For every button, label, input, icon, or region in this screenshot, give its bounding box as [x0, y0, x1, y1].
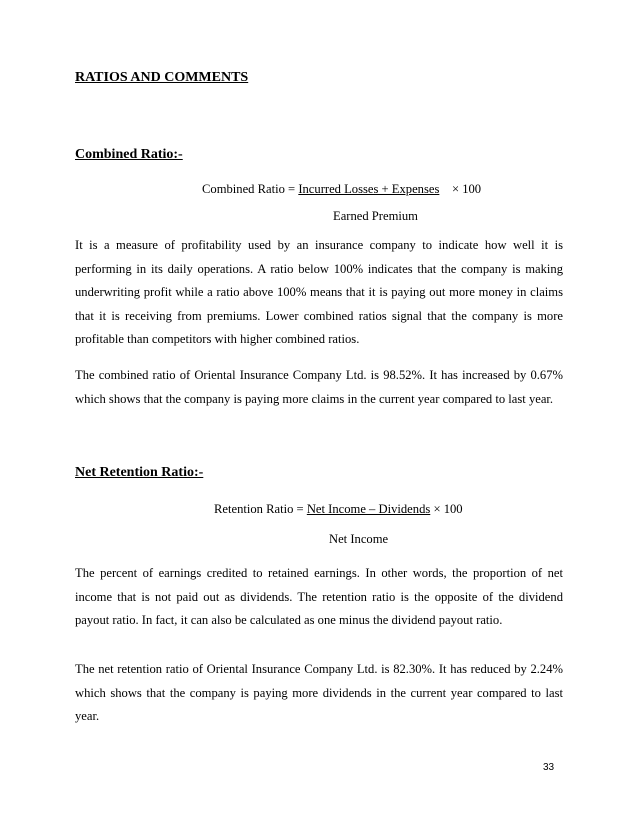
page-title: RATIOS AND COMMENTS	[75, 70, 249, 85]
formula-numerator: Net Income – Dividends	[306, 502, 431, 516]
retention-ratio-denominator: Net Income	[329, 532, 389, 546]
combined-ratio-comment: The combined ratio of Oriental Insurance Company Ltd. is 98.52%. It has increased by 0.67% which shows that the company is paying more claims in the current year compared to last year.	[75, 368, 563, 406]
formula-multiplier: × 100	[451, 182, 482, 196]
net-retention-heading: Net Retention Ratio:-	[75, 465, 204, 480]
combined-ratio-heading: Combined Ratio:-	[75, 147, 183, 162]
formula-numerator: Incurred Losses + Expenses	[298, 182, 440, 196]
formula-prefix: Retention Ratio =	[214, 502, 307, 516]
page-number: 33	[543, 762, 555, 773]
combined-ratio-definition: It is a measure of profitability used by an insurance company to indicate how well it is performing in its daily operations. A ratio below 100% indicates that the company is making underwriting profit while a ratio above 100% means that it is paying out more money in claims that it is receiving from premiums. Lower combined ratios signal that the company is more profitable than competitors with higher combined ratios.	[75, 238, 563, 346]
combined-ratio-formula	[202, 182, 481, 197]
retention-ratio-formula	[214, 502, 463, 517]
formula-multiplier: × 100	[433, 502, 463, 516]
formula-prefix: Combined Ratio =	[202, 182, 299, 196]
retention-ratio-definition: The percent of earnings credited to retained earnings. In other words, the proportion of net income that is not paid out as dividends. The retention ratio is the opposite of the dividend payout ratio. In fact, it can also be calculated as one minus the dividend payout ratio.	[75, 566, 563, 627]
retention-ratio-comment: The net retention ratio of Oriental Insurance Company Ltd. is 82.30%. It has reduced by 2.24% which shows that the company is paying more dividends in the current year compared to last year.	[75, 662, 563, 723]
combined-ratio-denominator: Earned Premium	[333, 209, 418, 223]
